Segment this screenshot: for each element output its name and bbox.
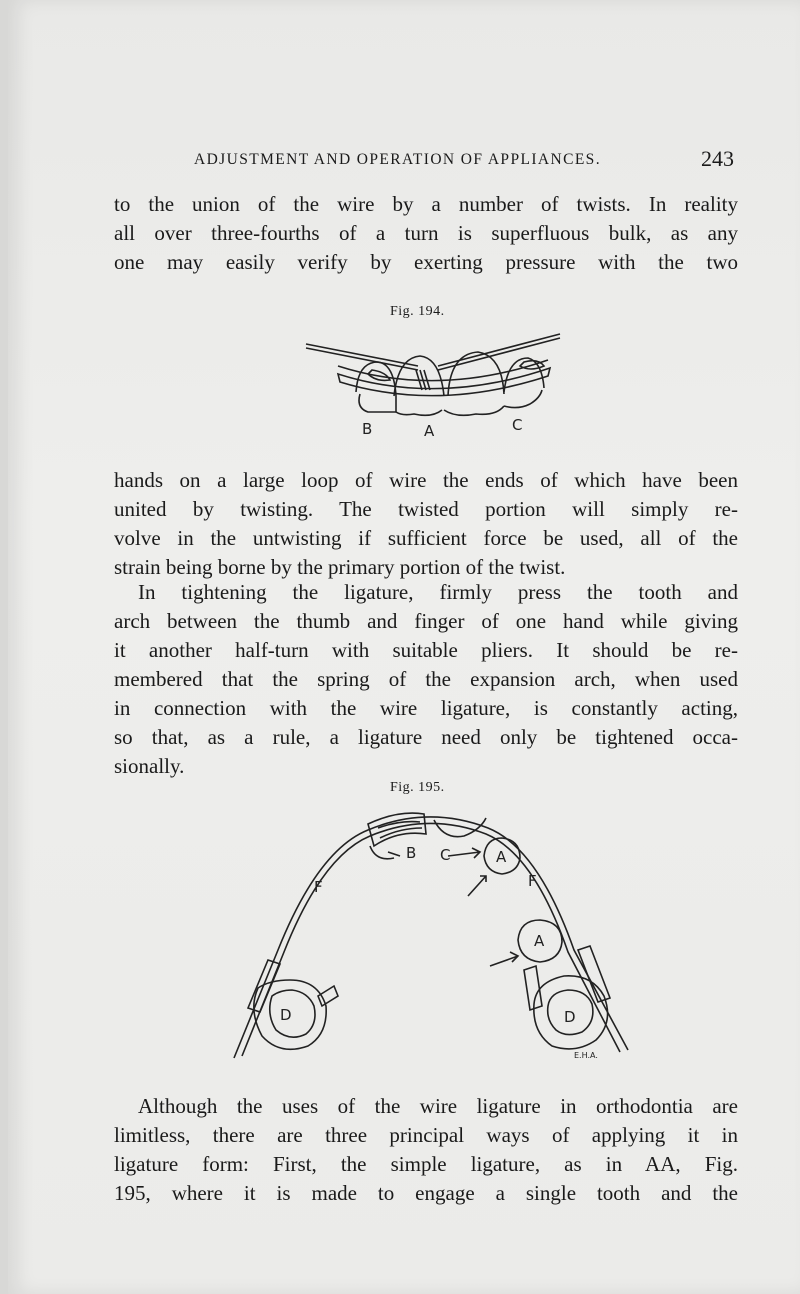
arrow-a-upper — [468, 876, 486, 896]
ligature-loop-c — [434, 818, 486, 837]
tooth-root-2 — [396, 396, 442, 415]
text-line: one may easily verify by exerting pressure with the two — [114, 250, 738, 274]
text-line: In tightening the ligature, firmly press the tooth and — [138, 580, 738, 604]
text-line: so that, as a rule, a ligature need only be tightened occa- — [114, 725, 738, 749]
text-line: it another half-turn with suitable pliers. It should be re- — [114, 638, 738, 662]
fig194-label-a: A — [424, 422, 435, 440]
fig195-signature: E.H.A. — [574, 1051, 598, 1060]
tooth-root-3 — [444, 406, 504, 415]
text-line: united by twisting. The twisted portion will simply re- — [114, 497, 738, 521]
arch-wire-left-2 — [306, 348, 418, 370]
tooth-root-1 — [359, 394, 396, 412]
text-line: limitless, there are three principal ways of applying it in — [114, 1123, 738, 1147]
fig195-label-f-left: F — [314, 878, 323, 896]
arch-wire-left — [306, 344, 418, 366]
running-head — [194, 148, 734, 178]
text-line: strain being borne by the primary portion of the twist. — [114, 555, 566, 579]
fig195-label-b: B — [406, 844, 417, 862]
paragraph-2 — [114, 466, 738, 582]
text-line: sionally. — [114, 754, 185, 778]
text-line: ligature form: First, the simple ligature, as in AA, Fig. — [114, 1152, 738, 1176]
text-line: all over three-fourths of a turn is superfluous bulk, as any — [114, 221, 738, 245]
molar-band-left-inner — [270, 990, 315, 1037]
ligature-loop-b — [370, 846, 400, 859]
molar-band-right-clamp — [524, 966, 542, 1010]
fig195-label-a-lower: A — [534, 932, 545, 950]
fig195-label-c: C — [440, 846, 451, 864]
fig194-label-c: C — [512, 416, 523, 434]
book-page — [8, 0, 800, 1294]
text-line: arch between the thumb and finger of one hand while giving — [114, 609, 738, 633]
figure-195-illustration — [218, 800, 638, 1070]
fig194-label-b: B — [362, 420, 373, 438]
arrow-a-lower — [490, 952, 518, 966]
figure-194-illustration — [298, 326, 598, 446]
fig195-label-a-upper: A — [496, 848, 507, 866]
fig195-label-d-right: D — [564, 1008, 576, 1026]
text-line: Although the uses of the wire ligature in orthodontia are — [138, 1094, 738, 1118]
figure-194-caption: Fig. 194. — [390, 304, 445, 319]
tooth-root-4 — [504, 390, 542, 408]
paragraph-3 — [114, 578, 738, 781]
arch-wire-right — [438, 334, 560, 366]
text-line: to the union of the wire by a number of twists. In reality — [114, 192, 738, 216]
paragraph-4 — [114, 1092, 738, 1208]
arrow-c — [448, 848, 480, 858]
figure-195-caption: Fig. 195. — [390, 780, 445, 795]
running-head-title: ADJUSTMENT AND OPERATION OF APPLIANCES. — [194, 151, 601, 168]
paragraph-1 — [114, 190, 738, 277]
text-line: 195, where it is made to engage a single tooth and the — [114, 1181, 738, 1205]
text-line: membered that the spring of the expansion arch, when used — [114, 667, 738, 691]
text-line: volve in the untwisting if sufficient force be used, all of the — [114, 526, 738, 550]
fig195-label-d-left: D — [280, 1006, 292, 1024]
text-line: in connection with the wire ligature, is constantly acting, — [114, 696, 738, 720]
text-line: hands on a large loop of wire the ends of which have been — [114, 468, 738, 492]
page-number: 243 — [701, 146, 734, 171]
fig195-label-f-right: F — [528, 872, 537, 890]
